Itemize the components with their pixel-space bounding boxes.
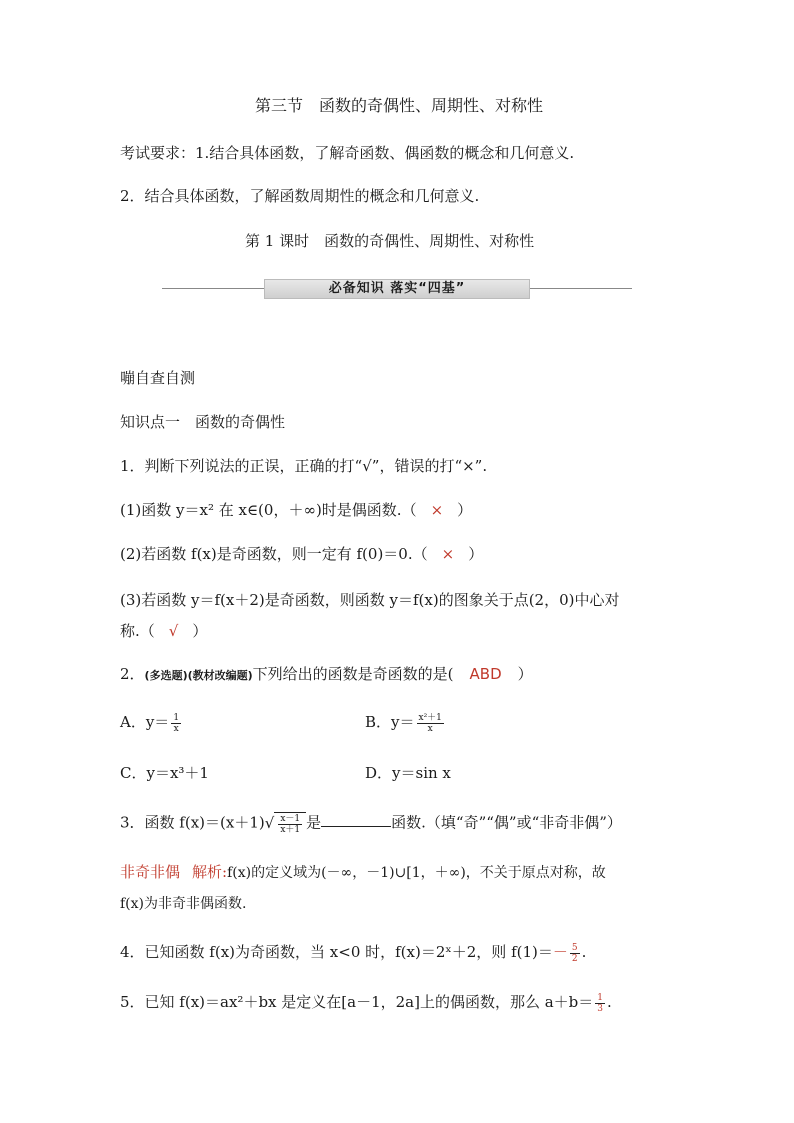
- self-check-heading: 嘣自查自测: [120, 369, 196, 387]
- q3-text-2: 是: [306, 813, 322, 832]
- knowledge-point-heading: 知识点一 函数的奇偶性: [120, 413, 286, 431]
- question-4: [120, 942, 586, 964]
- option-a-label: A．y＝: [120, 713, 170, 731]
- statement-2-close: ）: [468, 545, 484, 563]
- exam-requirement-1: 考试要求：1.结合具体函数，了解奇函数、偶函数的概念和几何意义.: [120, 144, 575, 162]
- q3-explanation-label: 解析:: [192, 863, 228, 881]
- q3-answer: 非奇非偶: [120, 863, 181, 881]
- section-title: 第三节 函数的奇偶性、周期性、对称性: [255, 96, 544, 115]
- question-2-stem: [120, 664, 533, 686]
- q4-text: 4．已知函数 f(x)为奇函数，当 x<0 时，f(x)＝2ˣ＋2，则 f(1)＝: [120, 943, 553, 961]
- q2-tag-textbook: (教材改编题): [187, 669, 253, 682]
- q3-text-3: 函数.（填“奇”“偶”或“非奇非偶”）: [391, 813, 622, 832]
- question-5: [120, 992, 612, 1014]
- statement-1-answer: ×: [430, 501, 444, 519]
- option-a: [120, 712, 183, 734]
- q4-answer-fraction: $\frac{5}{2}$: [571, 942, 578, 964]
- q2-number: 2．: [120, 665, 145, 683]
- q3-explanation-1: f(x)的定义域为(－∞，－1)∪[1，＋∞)，不关于原点对称，故: [227, 865, 606, 881]
- lesson-title: 第 1 课时 函数的奇偶性、周期性、对称性: [245, 232, 535, 250]
- option-b-fraction: $\frac{\text{x²＋1}}{x}$: [418, 712, 442, 734]
- option-b-label: B．y＝: [365, 713, 415, 731]
- question-3-explanation-2: f(x)为非奇非偶函数.: [120, 896, 247, 912]
- q5-period: .: [607, 993, 612, 1011]
- q4-period: .: [581, 943, 587, 961]
- banner-label: 必备知识 落实“四基”: [264, 279, 530, 299]
- statement-1-text: (1)函数 y＝x² 在 x∈(0，＋∞)时是偶函数.（: [120, 501, 417, 519]
- question-1-statement-2: [120, 544, 483, 564]
- question-1-statement-3: (3)若函数 y＝f(x＋2)是奇函数，则函数 y＝f(x)的图象关于点(2，0)中心对: [120, 591, 620, 609]
- statement-3-text: 称.（: [120, 622, 155, 640]
- section-banner: [162, 279, 632, 299]
- option-d: D．y＝sin x: [365, 764, 451, 782]
- option-c: C．y＝x³＋1: [120, 764, 209, 782]
- statement-2-answer: ×: [441, 545, 455, 563]
- q2-text: 下列给出的函数是奇函数的是(: [252, 665, 454, 683]
- q3-radical: √ $\frac{x-1}{x+1}$: [265, 812, 306, 835]
- q2-answer: ABD: [469, 665, 502, 683]
- option-b: [365, 712, 446, 734]
- q3-text: 3．函数 f(x)＝(x＋1): [120, 813, 265, 832]
- q4-answer-sign: －: [552, 943, 568, 961]
- question-3-answer-line: [120, 862, 606, 883]
- q2-tag-multi: (多选题): [144, 669, 188, 682]
- statement-2-text: (2)若函数 f(x)是奇函数，则一定有 f(0)＝0.（: [120, 545, 428, 563]
- question-1-stem: 1．判断下列说法的正误，正确的打“√”，错误的打“×”.: [120, 457, 488, 475]
- q2-close: ）: [517, 665, 533, 683]
- q3-blank: [321, 812, 391, 827]
- exam-requirement-2: 2．结合具体函数，了解函数周期性的概念和几何意义.: [120, 187, 480, 205]
- q5-text: 5．已知 f(x)＝ax²＋bx 是定义在[a－1，2a]上的偶函数，那么 a＋b＝: [120, 993, 594, 1011]
- statement-1-close: ）: [457, 501, 473, 519]
- option-a-fraction: $\frac{1}{x}$: [173, 712, 180, 734]
- question-1-statement-3-cont: [120, 621, 207, 641]
- question-1-statement-1: [120, 500, 472, 520]
- statement-3-answer: √: [168, 622, 179, 640]
- question-3: [120, 812, 622, 835]
- statement-3-close: ）: [192, 622, 208, 640]
- q5-answer-fraction: $\frac{1}{3}$: [597, 992, 603, 1014]
